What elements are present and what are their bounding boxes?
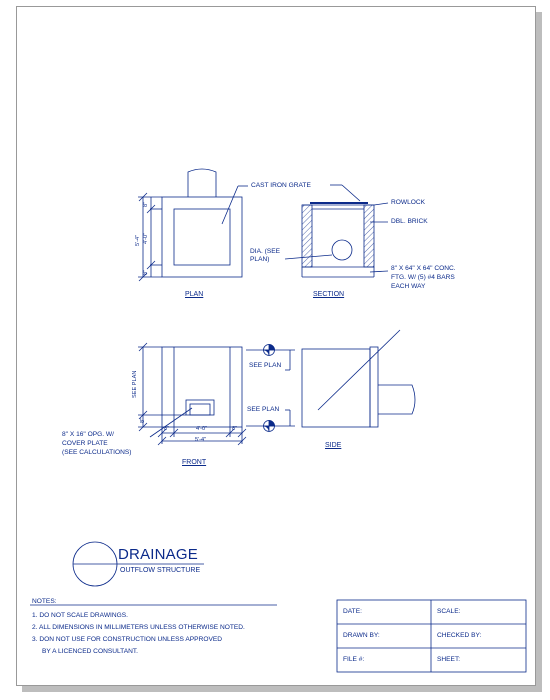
dia-label-line1: DIA. (SEE: [250, 248, 281, 255]
opening-label-line1: 8" X 16" OPG. W/: [62, 431, 114, 438]
section-pipe-circle: [332, 240, 352, 260]
footing-label-line1: 8" X 64" X 64" CONC.: [391, 265, 456, 272]
footing-label-line2: FTG. W/ (5) #4 BARS: [391, 274, 455, 281]
front-view: [138, 343, 246, 445]
side-view-title: SIDE: [325, 442, 342, 449]
side-box: [302, 349, 370, 427]
section-right-wall: [364, 205, 374, 267]
opening-label-line2: COVER PLATE: [62, 440, 108, 447]
note-3-continued: BY A LICENCED CONSULTANT.: [42, 648, 138, 655]
see-plan-markers: [246, 345, 295, 432]
front-dim-see-plan: SEE PLAN: [132, 370, 138, 398]
drawing-subtitle: OUTFLOW STRUCTURE: [120, 567, 201, 574]
title-block-date: DATE:: [343, 608, 362, 615]
section-view-title: SECTION: [313, 291, 345, 298]
dia-label-line2: PLAN): [250, 256, 270, 263]
title-block-file-no: FILE #:: [343, 656, 365, 663]
footing-label-line3: EACH WAY: [391, 283, 426, 290]
front-dim-right: 8": [232, 426, 238, 432]
plan-dim-inner: 4'-0": [143, 232, 149, 244]
dbl-brick-label: DBL. BRICK: [391, 218, 428, 225]
title-block-drawn-by: DRAWN BY:: [343, 632, 380, 639]
front-dim-vertical-small: 8": [140, 417, 146, 423]
plan-view-title: PLAN: [185, 291, 204, 298]
side-view: [302, 330, 415, 427]
plan-view: [138, 169, 248, 281]
note-3: 3. DON NOT USE FOR CONSTRUCTION UNLESS APPROVED: [32, 636, 223, 643]
title-block-scale: SCALE:: [437, 608, 461, 615]
plan-pipe: [188, 169, 216, 197]
cast-iron-grate-label: CAST IRON GRATE: [251, 182, 311, 189]
title-block-checked-by: CHECKED BY:: [437, 632, 482, 639]
section-view: [285, 185, 388, 277]
see-plan-bottom-label: SEE PLAN: [247, 406, 280, 413]
note-1: 1. DO NOT SCALE DRAWINGS.: [32, 612, 128, 619]
title-block-sheet: SHEET:: [437, 656, 461, 663]
plan-dim-top: 8": [143, 201, 149, 207]
front-dim-inner: 4'-0": [196, 426, 208, 432]
front-dim-left: 8": [164, 426, 170, 432]
notes-heading: NOTES:: [32, 598, 57, 605]
see-plan-top-label: SEE PLAN: [249, 362, 282, 369]
note-2: 2. ALL DIMENSIONS IN MILLIMETERS UNLESS OTHERWISE NOTED.: [32, 624, 245, 631]
plan-dim-bottom: 8": [143, 269, 149, 275]
opening-label-line3: (SEE CALCULATIONS): [62, 449, 132, 456]
plan-dim-overall: 5'-4": [135, 234, 141, 246]
front-view-title: FRONT: [182, 459, 207, 466]
side-grate-post: [370, 347, 378, 427]
side-pipe: [378, 385, 415, 414]
plan-inner-box: [174, 209, 230, 265]
drawing-title: DRAINAGE: [118, 546, 198, 563]
front-dim-overall: 5'-4": [195, 437, 207, 443]
rowlock-label: ROWLOCK: [391, 199, 426, 206]
